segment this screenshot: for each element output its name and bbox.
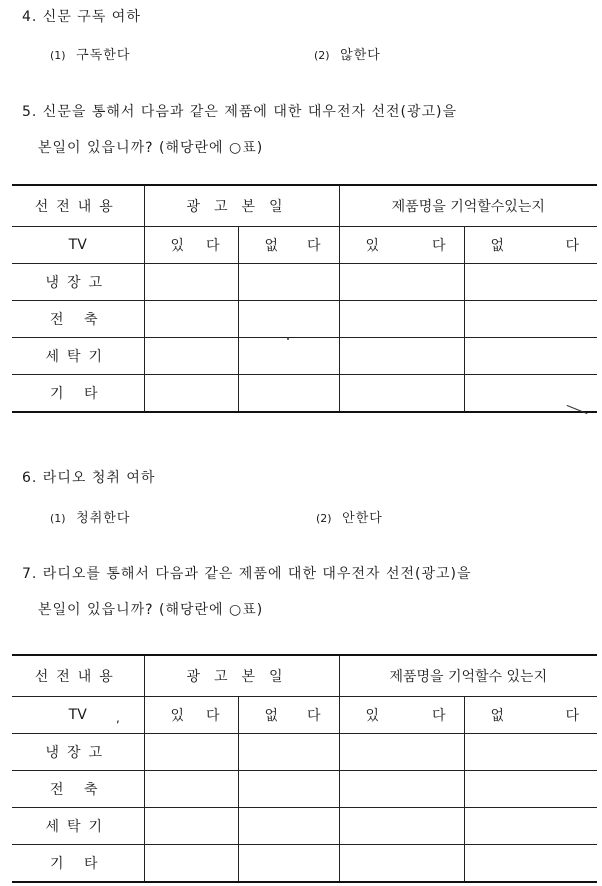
remember-no-header [464, 227, 597, 264]
q6-option-2[interactable] [316, 507, 383, 526]
remember-yes-header [339, 227, 464, 264]
answer-cell[interactable] [339, 845, 464, 883]
seen-yes-char-2: 다 [205, 238, 220, 254]
q4-option-2-label: 않한다 [340, 48, 381, 63]
answer-cell[interactable] [464, 734, 597, 771]
answer-cell[interactable] [464, 264, 597, 301]
answer-cell[interactable] [144, 301, 238, 338]
seen-yes-header [144, 227, 238, 264]
answer-cell[interactable] [238, 338, 339, 375]
answer-cell[interactable] [238, 771, 339, 808]
header-ad-seen: 광고본일 [144, 185, 339, 227]
answer-cell[interactable] [144, 734, 238, 771]
answer-cell[interactable] [238, 734, 339, 771]
row-label-other: 기 타 [12, 375, 144, 413]
remember-yes-char-2: 다 [431, 238, 446, 254]
remember-yes-char-1: 있 [365, 238, 380, 254]
answer-cell[interactable] [238, 808, 339, 845]
answer-cell[interactable] [464, 845, 597, 883]
question-5-line-1: 5. 신문을 통해서 다음과 같은 제품에 대한 대우전자 선전(광고)을 [22, 104, 457, 120]
answer-cell[interactable] [339, 375, 464, 413]
answer-cell[interactable] [238, 845, 339, 883]
remember-no-char-2: 다 [565, 238, 580, 254]
table-row [12, 808, 597, 845]
answer-cell[interactable] [464, 301, 597, 338]
q4-option-1[interactable] [50, 44, 130, 63]
header-ad-seen: 광고본일 [144, 655, 339, 697]
row-label-washer: 세탁기 [12, 338, 144, 375]
answer-cell[interactable] [339, 264, 464, 301]
question-6-title: 6. 라디오 청취 여하 [22, 470, 156, 486]
answer-cell[interactable] [144, 375, 238, 413]
question-7-line-1: 7. 라디오를 통해서 다음과 같은 제품에 대한 대우전자 선전(광고)을 [22, 566, 472, 582]
answer-cell[interactable] [339, 734, 464, 771]
q6-option-2-number: (2) [316, 512, 332, 525]
answer-cell[interactable] [464, 808, 597, 845]
table-row [12, 301, 597, 338]
answer-cell[interactable] [464, 375, 597, 413]
q6-option-1[interactable] [50, 507, 130, 526]
row-label-refrigerator: 냉장고 [12, 734, 144, 771]
remember-no-char-1: 없 [490, 708, 505, 724]
stray-pen-dot [287, 338, 289, 340]
q4-option-1-label: 구독한다 [76, 48, 131, 63]
header-ad-content: 선전내용 [12, 655, 144, 697]
answer-cell[interactable] [238, 375, 339, 413]
row-label-refrigerator: 냉장고 [12, 264, 144, 301]
q4-option-1-number: (1) [50, 49, 66, 62]
table-row [12, 375, 597, 413]
table-row [12, 771, 597, 808]
header-ad-content: 선전내용 [12, 185, 144, 227]
header-remember-product: 제품명을 기억할수있는지 [339, 185, 597, 227]
remember-no-char-2: 다 [565, 708, 580, 724]
seen-no-header [238, 697, 339, 734]
q4-option-2[interactable] [314, 44, 381, 63]
answer-cell[interactable] [238, 264, 339, 301]
seen-no-char-2: 다 [306, 238, 321, 254]
answer-cell[interactable] [339, 808, 464, 845]
seen-yes-header [144, 697, 238, 734]
answer-cell[interactable] [339, 301, 464, 338]
table-row [12, 264, 597, 301]
table-row [12, 734, 597, 771]
answer-cell[interactable] [144, 264, 238, 301]
answer-cell[interactable] [144, 845, 238, 883]
answer-cell[interactable] [339, 338, 464, 375]
answer-cell[interactable] [464, 338, 597, 375]
stray-pen-comma: , [116, 711, 120, 725]
seen-no-char-1: 없 [264, 238, 279, 254]
remember-yes-char-2: 다 [431, 708, 446, 724]
row-label-washer: 세탁기 [12, 808, 144, 845]
row-label-stereo: 전 축 [12, 771, 144, 808]
row-label-tv: TV [12, 697, 144, 734]
q4-option-2-number: (2) [314, 49, 330, 62]
question-7-line-2: 본일이 있읍니까? (해당란에 ○표) [38, 602, 264, 618]
q6-option-2-label: 안한다 [342, 511, 383, 526]
remember-no-char-1: 없 [490, 238, 505, 254]
question-5-line-2: 본일이 있읍니까? (해당란에 ○표) [38, 140, 264, 156]
answer-cell[interactable] [144, 338, 238, 375]
ad-exposure-table-radio [12, 654, 597, 883]
remember-yes-char-1: 있 [365, 708, 380, 724]
seen-yes-char-1: 있 [170, 238, 185, 254]
answer-cell[interactable] [144, 808, 238, 845]
q6-option-1-number: (1) [50, 512, 66, 525]
answer-cell[interactable] [238, 301, 339, 338]
seen-no-header [238, 227, 339, 264]
row-label-tv: TV [12, 227, 144, 264]
table-row [12, 845, 597, 883]
seen-yes-char-1: 있 [170, 708, 185, 724]
seen-no-char-2: 다 [306, 708, 321, 724]
seen-yes-char-2: 다 [205, 708, 220, 724]
remember-no-header [464, 697, 597, 734]
remember-yes-header [339, 697, 464, 734]
q6-option-1-label: 청취한다 [76, 511, 131, 526]
row-label-stereo: 전 축 [12, 301, 144, 338]
header-remember-product: 제품명을 기억할수 있는지 [339, 655, 597, 697]
seen-no-char-1: 없 [264, 708, 279, 724]
table-row [12, 338, 597, 375]
answer-cell[interactable] [464, 771, 597, 808]
row-label-other: 기 타 [12, 845, 144, 883]
answer-cell[interactable] [339, 771, 464, 808]
question-4-title: 4. 신문 구독 여하 [22, 9, 141, 25]
ad-exposure-table-newspaper [12, 184, 597, 413]
answer-cell[interactable] [144, 771, 238, 808]
